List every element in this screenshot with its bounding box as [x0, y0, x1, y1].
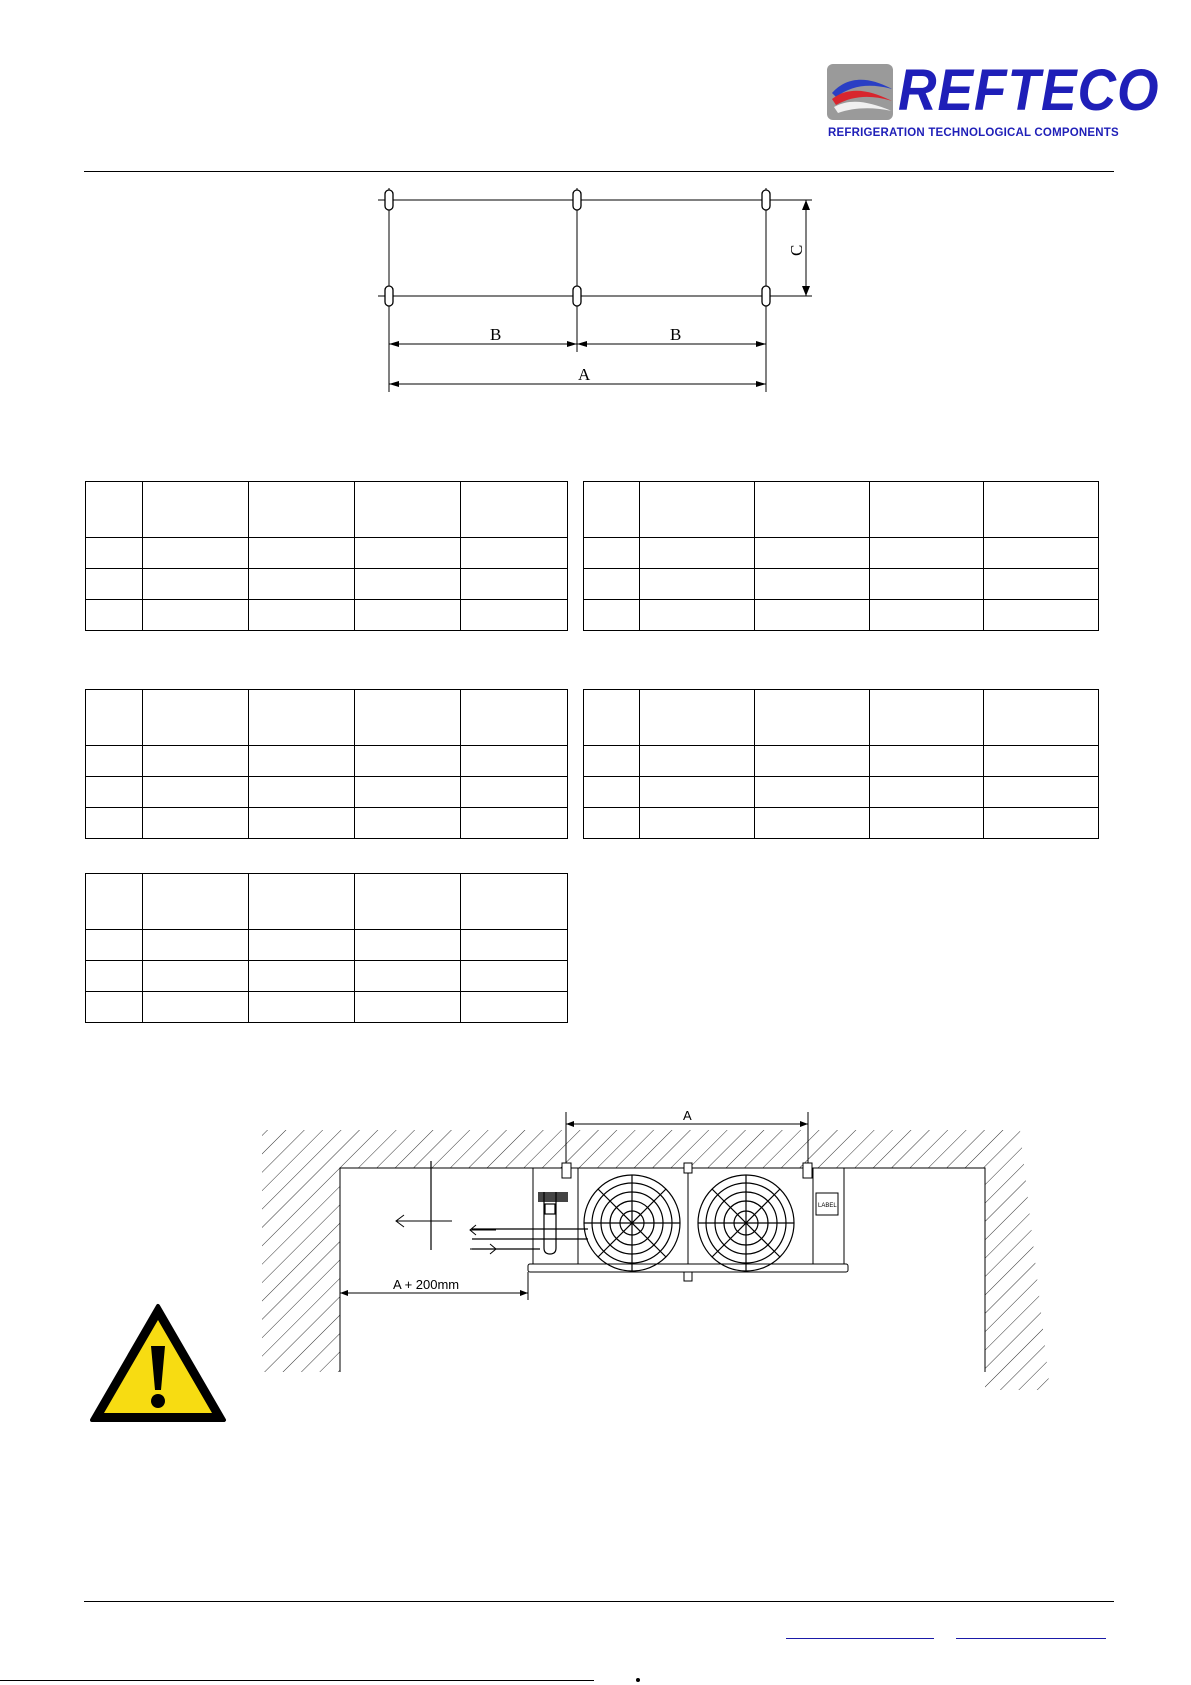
footer-link-1[interactable]: [786, 1622, 934, 1639]
footer-link-2[interactable]: [956, 1622, 1106, 1639]
mounting-hole-diagram: [370, 180, 840, 400]
dim-label-b-right: B: [670, 325, 682, 344]
brand-logo: [826, 58, 1160, 145]
brand-tagline: REFRIGERATION TECHNOLOGICAL COMPONENTS: [828, 127, 1119, 139]
brand-name: REFTECO: [898, 58, 1160, 123]
airflow-arrows: [396, 1215, 496, 1254]
dim-label-b-left: B: [490, 325, 502, 344]
installation-diagram: [250, 1100, 1060, 1405]
table-1: [85, 481, 568, 631]
logo-badge-icon: [826, 63, 896, 123]
footer-rule: [84, 1601, 1114, 1602]
clearance-label: A + 200mm: [393, 1277, 460, 1292]
fan-left-icon: [584, 1175, 680, 1271]
fan-right-icon: [698, 1175, 794, 1271]
unit-label-text: LABEL: [818, 1203, 837, 1209]
page-bottom-rule: [0, 1680, 594, 1681]
header-rule: [84, 171, 1114, 172]
table-5: [85, 873, 568, 1023]
dim-label-a: A: [578, 365, 591, 384]
page-bottom-mark: [636, 1678, 640, 1682]
unit-nameplate: [538, 1192, 568, 1202]
table-4: [583, 689, 1099, 839]
dim-label-c: C: [787, 244, 806, 256]
install-dim-a: A: [683, 1108, 692, 1123]
table-3: [85, 689, 568, 839]
table-2: [583, 481, 1099, 631]
warning-icon: [88, 1300, 228, 1425]
